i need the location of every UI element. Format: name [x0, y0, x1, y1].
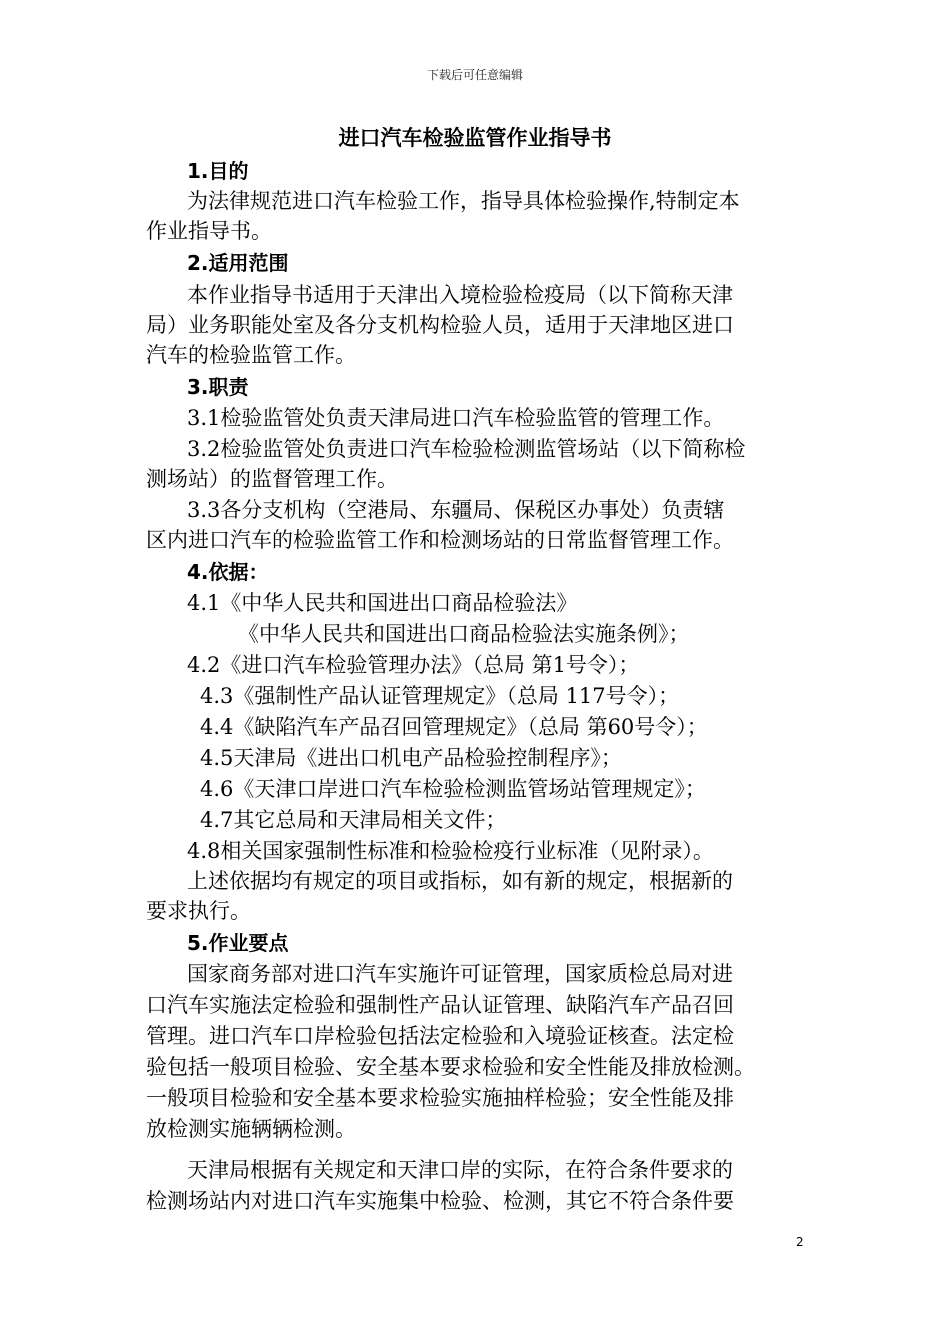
- paragraph-line: 3.1检验监管处负责天津局进口汽车检验监管的管理工作。: [187, 406, 725, 430]
- paragraph-line: 上述依据均有规定的项目或指标，如有新的规定，根据新的: [187, 869, 733, 893]
- list-item: 4.8相关国家强制性标准和检验检疫行业标准（见附录）。: [187, 839, 714, 863]
- paragraph-line: 一般项目检验和安全基本要求检验实施抽样检验；安全性能及排: [146, 1086, 734, 1110]
- paragraph-line: 要求执行。: [146, 899, 251, 923]
- paragraph-line: 区内进口汽车的检验监管工作和检测场站的日常监督管理工作。: [146, 528, 734, 552]
- paragraph-line: 汽车的检验监管工作。: [146, 343, 356, 367]
- list-item: 4.5天津局《进出口机电产品检验控制程序》；: [200, 746, 622, 770]
- paragraph-line: 放检测实施辆辆检测。: [146, 1117, 356, 1141]
- paragraph-line: 测场站）的监督管理工作。: [146, 467, 398, 491]
- list-item: 4.6《天津口岸进口汽车检验检测监管场站管理规定》；: [200, 777, 706, 801]
- section-heading-duties: 3.职责: [187, 375, 249, 399]
- section-heading-purpose: 1.目的: [187, 159, 249, 183]
- section-heading-scope: 2.适用范围: [187, 251, 289, 275]
- paragraph-line: 检测场站内对进口汽车实施集中检验、检测，其它不符合条件要: [146, 1189, 734, 1213]
- list-item: 4.4《缺陷汽车产品召回管理规定》（总局 第60号令）；: [200, 715, 708, 739]
- paragraph-line: 为法律规范进口汽车检验工作，指导具体检验操作,特制定本: [187, 189, 740, 213]
- paragraph-line: 国家商务部对进口汽车实施许可证管理，国家质检总局对进: [187, 962, 733, 986]
- page-header: 下载后可任意编辑: [426, 68, 523, 82]
- paragraph-line: 口汽车实施法定检验和强制性产品认证管理、缺陷汽车产品召回: [146, 993, 734, 1017]
- paragraph-line: 天津局根据有关规定和天津口岸的实际，在符合条件要求的: [187, 1158, 733, 1182]
- paragraph-line: 局）业务职能处室及各分支机构检验人员，适用于天津地区进口: [146, 313, 734, 337]
- list-item: 4.3《强制性产品认证管理规定》（总局 117号令）；: [200, 684, 680, 708]
- section-heading-key-points: 5.作业要点: [187, 931, 289, 955]
- list-item: 4.1《中华人民共和国进出口商品检验法》: [187, 591, 578, 615]
- paragraph-line: 管理。进口汽车口岸检验包括法定检验和入境验证核查。法定检: [146, 1024, 734, 1048]
- page-number: 2: [796, 1235, 804, 1249]
- document-title: 进口汽车检验监管作业指导书: [338, 126, 612, 150]
- paragraph-line: 本作业指导书适用于天津出入境检验检疫局（以下简称天津: [187, 283, 733, 307]
- list-item: 4.7其它总局和天津局相关文件；: [200, 808, 507, 832]
- paragraph-line: 3.2检验监管处负责进口汽车检验检测监管场站（以下简称检: [187, 437, 746, 461]
- paragraph-line: 3.3各分支机构（空港局、东疆局、保税区办事处）负责辖: [187, 498, 725, 522]
- list-item: 4.2《进口汽车检验管理办法》（总局 第1号令）；: [187, 653, 640, 677]
- section-heading-basis: 4.依据：: [187, 560, 269, 584]
- paragraph-line: 验包括一般项目检验、安全基本要求检验和安全性能及排放检测。: [146, 1055, 755, 1079]
- paragraph-line: 作业指导书。: [146, 219, 272, 243]
- list-item: 《中华人民共和国进出口商品检验法实施条例》；: [238, 622, 690, 646]
